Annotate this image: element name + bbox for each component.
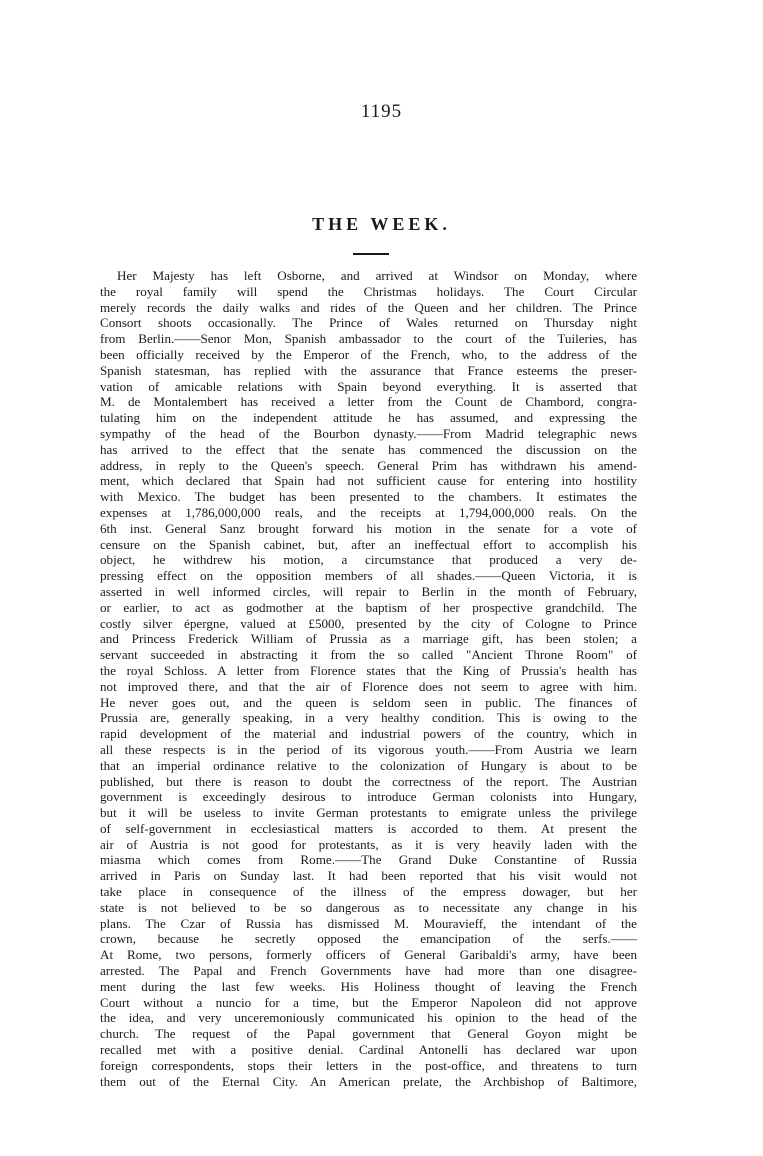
text-line: recalled met with a positive denial. Cardinal Antonelli has declared war upon	[100, 1042, 637, 1058]
text-line: M. de Montalembert has received a letter from the Count de Chambord, congra-	[100, 394, 637, 410]
text-line: published, but there is reason to doubt the correctness of the report. The Austrian	[100, 773, 637, 789]
text-line: Prussia are, generally speaking, in a very healthy condition. This is owing to the	[100, 710, 637, 726]
text-line: miasma which comes from Rome.——The Grand Duke Constantine of Russia	[100, 852, 637, 868]
text-line: been officially received by the Emperor of the French, who, to the address of the	[100, 346, 637, 362]
text-line: censure on the Spanish cabinet, but, after an ineffectual effort to accomplish his	[100, 536, 637, 552]
text-line: ment, which declared that Spain had not sufficient cause for entering into hostility	[100, 473, 637, 489]
text-line: state is not believed to be so dangerous as to necessitate any change in his	[100, 899, 637, 915]
text-line: from Berlin.——Senor Mon, Spanish ambassador to the court of the Tuileries, has	[100, 331, 637, 347]
text-line: plans. The Czar of Russia has dismissed M. Mouravieff, the intendant of the	[100, 915, 637, 931]
text-line: rapid development of the material and industrial powers of the country, which in	[100, 726, 637, 742]
text-line: them out of the Eternal City. An American prelate, the Archbishop of Baltimore,	[100, 1073, 637, 1089]
text-line: arrested. The Papal and French Governments have had more than one disagree-	[100, 963, 637, 979]
text-line: that an imperial ordinance relative to the colonization of Hungary is about to be	[100, 757, 637, 773]
text-line: pressing effect on the opposition members of all shades.——Queen Victoria, it is	[100, 568, 637, 584]
text-line: foreign correspondents, stops their letters in the post-office, and threatens to turn	[100, 1057, 637, 1073]
text-line: expenses at 1,786,000,000 reals, and the receipts at 1,794,000,000 reals. On the	[100, 504, 637, 520]
text-line: not improved there, and that the air of Florence does not seem to agree with him.	[100, 678, 637, 694]
text-line: At Rome, two persons, formerly officers of General Garibaldi's army, have been	[100, 947, 637, 963]
title-rule	[353, 253, 389, 255]
text-line: the royal family will spend the Christmas holidays. The Court Circular	[100, 283, 637, 299]
text-line: the royal Schloss. A letter from Florence states that the King of Prussia's health has	[100, 662, 637, 678]
text-line: air of Austria is not good for protestants, as it is very heavily laden with the	[100, 836, 637, 852]
text-line: with Mexico. The budget has been presented to the chambers. It estimates the	[100, 489, 637, 505]
text-line: Court without a nuncio for a time, but the Emperor Napoleon did not approve	[100, 994, 637, 1010]
text-line: servant succeeded in abstracting it from the so called "Ancient Throne Room" of	[100, 647, 637, 663]
text-line: the idea, and very unceremoniously communicated his opinion to the head of the	[100, 1010, 637, 1026]
text-line: take place in consequence of the illness of the empress dowager, but her	[100, 884, 637, 900]
text-line: all these respects is in the period of its vigorous youth.——From Austria we learn	[100, 741, 637, 757]
text-line: He never goes out, and the queen is seldom seen in public. The finances of	[100, 694, 637, 710]
text-line: arrived in Paris on Sunday last. It had been reported that his visit would not	[100, 868, 637, 884]
text-line: 6th inst. General Sanz brought forward his motion in the senate for a vote of	[100, 520, 637, 536]
text-line: government is exceedingly desirous to introduce German colonists into Hungary,	[100, 789, 637, 805]
text-line: Spanish statesman, has replied with the assurance that France esteems the preser-	[100, 362, 637, 378]
text-line: but it will be useless to invite German protestants to emigrate unless the privilege	[100, 805, 637, 821]
text-line: or earlier, to act as godmother at the baptism of her prospective grandchild. The	[100, 599, 637, 615]
text-line: Consort shoots occasionally. The Prince of Wales returned on Thursday night	[100, 315, 637, 331]
text-line: address, in reply to the Queen's speech. General Prim has withdrawn his amend-	[100, 457, 637, 473]
text-line: sympathy of the head of the Bourbon dynasty.——From Madrid telegraphic news	[100, 425, 637, 441]
text-line: of self-government in ecclesiastical matters is accorded to them. At present the	[100, 820, 637, 836]
text-line: object, he withdrew his motion, a circumstance that produced a very de-	[100, 552, 637, 568]
text-line: ment during the last few weeks. His Holiness thought of leaving the French	[100, 978, 637, 994]
text-line: tulating him on the independent attitude he has assumed, and expressing the	[100, 410, 637, 426]
text-line: merely records the daily walks and rides of the Queen and her children. The Prince	[100, 299, 637, 315]
text-line: church. The request of the Papal government that General Goyon might be	[100, 1026, 637, 1042]
text-line: Her Majesty has left Osborne, and arrived at Windsor on Monday, where	[117, 268, 637, 283]
article-body	[100, 268, 637, 1089]
text-line: costly silver épergne, valued at £5000, presented by the city of Cologne to Prince	[100, 615, 637, 631]
page-number: 1195	[360, 101, 403, 122]
text-line: has arrived to the effect that the senate has commenced the discussion on the	[100, 441, 637, 457]
page-title: THE WEEK.	[312, 214, 451, 234]
text-line: crown, because he secretly opposed the emancipation of the serfs.——	[100, 931, 637, 947]
text-line: vation of amicable relations with Spain beyond everything. It is asserted that	[100, 378, 637, 394]
text-line: and Princess Frederick William of Prussia as a marriage gift, has been stolen; a	[100, 631, 637, 647]
text-line: asserted in well informed circles, will repair to Berlin in the month of February,	[100, 583, 637, 599]
